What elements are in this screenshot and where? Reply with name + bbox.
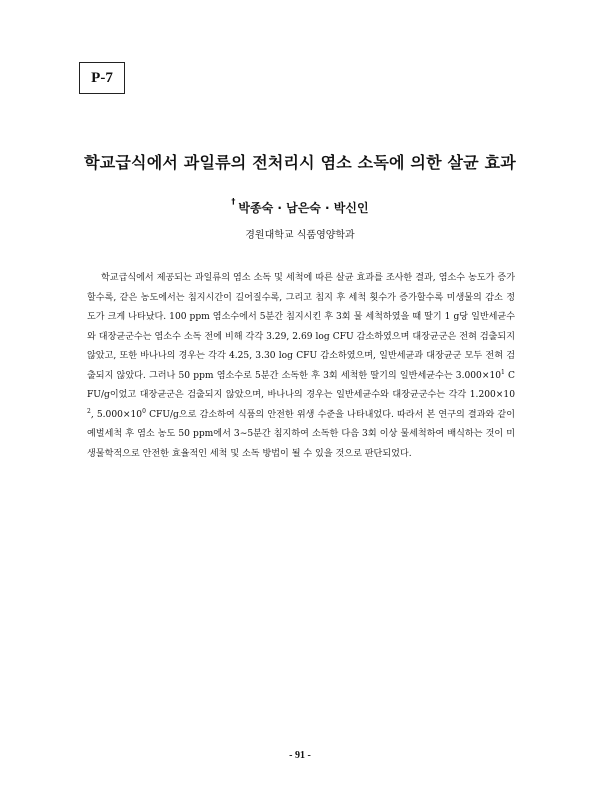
abstract-paragraph	[87, 269, 515, 464]
exponent-3: 0	[142, 407, 146, 415]
abstract-text-1: 학교급식에서 제공되는 과일류의 염소 소독 및 세척에 따른 살균 효과를 조사한 결과, 염소수 농도가 증가할수록, 같은 농도에서는 침지시간이 길어질수록, 그리고 침지 후 세척 횟수가 증가할수록 미생물의 감소 정도가 크게 나타났다. 100 ppm 염소수에서 5분간 침지시킨 후 3회 물 세척하였을 때 딸기 1 g당 일반세균수와 대장균군수는 염소수 소독 전에 비해 각각 3.29, 2.69 log CFU 감소하였으며 대장균군은 전혀 검출되지 않았고, 또한 바나나의 경우는 각각 4.25, 3.30 log CFU 감소하였으며, 일반세균과 대장균군 모두 전혀 검출되지 않았다. 그러나 50 ppm 염소수로 5분간 소독한 후 3회 세척한 딸기의 일반세균수는 3.000×10	[87, 273, 515, 381]
corresponding-author-marker: †	[231, 197, 236, 206]
exponent-1: 1	[501, 368, 505, 376]
abstract-text-3: , 5.000×10	[90, 409, 143, 420]
page-number: - 91 -	[289, 750, 311, 761]
affiliation: 경원대학교 식품영양학과	[245, 230, 355, 241]
exponent-2: 2	[87, 407, 91, 415]
abstract-text-4: CFU/g으로 감소하여 식품의 안전한 위생 수준을 나타내었다. 따라서 본 연구의 결과와 같이 예벌세척 후 염소 농도 50 ppm에서 3∼5분간 침지하여 소독한 다음 3회 이상 물세척하여 배식하는 것이 미생물학적으로 안전한 효율적인 세척 및 소독 방법이 될 수 있을 것으로 판단되었다.	[87, 409, 515, 459]
abstract-text-2: CFU/g이었고 대장균군은 검출되지 않았으며, 바나나의 경우는 일반세균수와 대장균군수는 각각 1.200×10	[87, 370, 515, 400]
author-list	[0, 199, 600, 216]
poster-tag: P-7	[79, 62, 125, 94]
paper-title: 학교급식에서 과일류의 전처리시 염소 소독에 의한 살균 효과	[84, 153, 516, 172]
author-names: 박종숙 · 남은숙 · 박신인	[238, 201, 369, 215]
